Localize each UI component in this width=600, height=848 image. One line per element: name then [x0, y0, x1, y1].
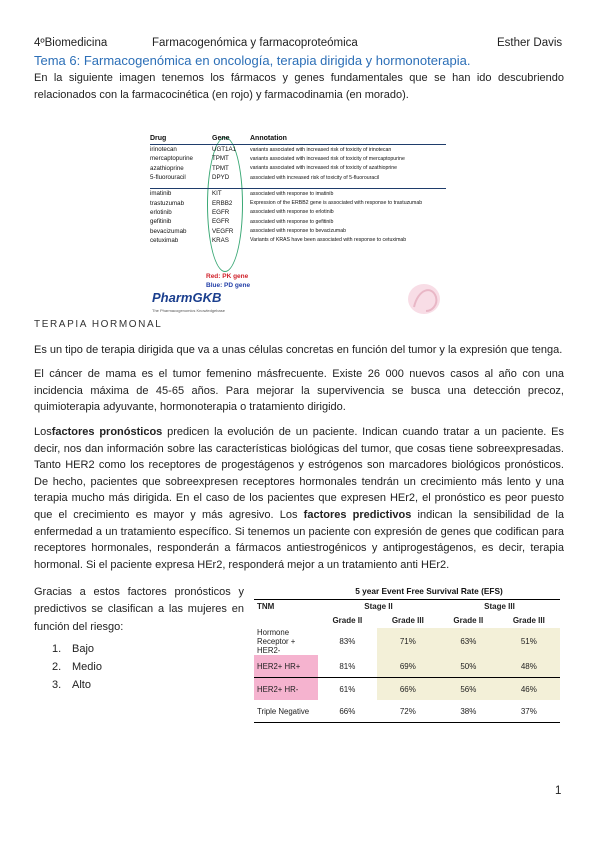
annotation-cell: variants associated with increased risk of toxicity of irinotecan	[250, 146, 392, 153]
annotation-cell: Expression of the ERBB2 gene is associated with response to trastuzumab	[250, 200, 423, 207]
gene-cell: ERBB2	[212, 199, 233, 207]
efs-row-label: Triple Negative	[254, 700, 318, 723]
p3-predictive-term: factores predictivos	[303, 508, 412, 521]
pharm-row	[150, 154, 446, 163]
gene-cell: TPMT	[212, 155, 229, 163]
drug-cell: imatinib	[150, 189, 212, 199]
col-annotation: Annotation	[250, 135, 446, 145]
drug-cell: bevacizumab	[150, 227, 187, 235]
risk-item-2: 2. Medio	[52, 661, 102, 673]
drug-cell: gefitinib	[150, 218, 172, 226]
efs-cell: 66%	[318, 700, 377, 723]
drug-cell: erlotinib	[150, 208, 172, 216]
efs-row	[254, 628, 560, 655]
efs-cell: 71%	[377, 628, 439, 655]
legend-pd: Blue: PD gene	[206, 281, 251, 289]
efs-stage-2: Stage II	[318, 600, 439, 614]
pharmgkb-figure	[148, 127, 448, 317]
efs-grade: Grade III	[512, 616, 545, 625]
drug-cell: 5-fluorouracil	[150, 174, 186, 182]
drug-cell: trastuzumab	[150, 199, 185, 207]
efs-row-label: Hormone Receptor + HER2-	[257, 628, 296, 655]
drug-cell: mercaptopurine	[150, 155, 193, 163]
pharm-row	[150, 226, 446, 235]
efs-row	[254, 700, 560, 723]
efs-row-label: HER2+ HR-	[254, 678, 318, 701]
gene-cell: DPYD	[212, 174, 230, 182]
efs-cell: 63%	[439, 628, 498, 655]
efs-cell: 81%	[339, 661, 356, 671]
intro-paragraph: En la siguiente imagen tenemos los fármacos y genes fundamentales que se han ido descubriendo relacionados con la farmacocinética (en rojo) y farmacodinamia (en morado).	[34, 72, 564, 101]
efs-cell: 38%	[439, 700, 498, 723]
annotation-cell: associated with response to bevacizumab	[250, 228, 347, 235]
gene-cell: VEGFR	[212, 227, 234, 235]
paragraph-3	[34, 424, 564, 573]
efs-title: 5 year Event Free Survival Rate (EFS)	[355, 586, 503, 596]
annotation-cell: Variants of KRAS have been associated with response to cetuximab	[250, 237, 407, 244]
drug-cell: cetuximab	[150, 236, 179, 244]
efs-cell: 56%	[439, 678, 498, 701]
efs-cell: 69%	[377, 655, 439, 678]
molecule-decoration-icon	[388, 277, 448, 317]
efs-row-label: HER2+ HR+	[254, 655, 318, 678]
p3-c: predicen la evolución de un paciente. Indican cuando tratar a un paciente. Es decir, nos dan información sobre las características biológicas del tumor, que cosas tiene sobreexpresadas. Tanto HER2 como los receptores de progestágenos y estrógenos son marcadores biológicos pronósticos. De hecho, pacientes que sobreexpresen receptores hormonales tendrán un crecimiento más lento y una terapia mucho más dirigida. En el caso de los pacientes que expresen HEr2, el pronóstico es peor puesto que el crecimiento es mayor y más agresivo. Los	[34, 426, 564, 521]
pharmgkb-logo-subtitle: The Pharmacogenomics Knowledgebase	[152, 308, 225, 313]
risk-item-1: 1. Bajo	[52, 643, 95, 655]
gene-cell: EGFR	[212, 208, 230, 216]
header-author: Esther Davis	[497, 37, 563, 49]
annotation-cell: variants associated with increased risk of toxicity of azathioprine	[250, 165, 398, 172]
pharm-row	[150, 173, 446, 182]
pharm-row	[150, 236, 446, 245]
gene-cell: EGFR	[212, 218, 230, 226]
annotation-cell: associated with response to gefitinib	[250, 218, 334, 225]
efs-cell: 61%	[318, 678, 377, 701]
header-subject: Farmacogenómica y farmacoproteómica	[152, 37, 358, 49]
col-gene: Gene	[212, 135, 250, 145]
pharm-table	[150, 135, 446, 245]
drug-cell: irinotecan	[150, 146, 177, 154]
pharm-row	[150, 189, 446, 199]
p3-pronostic-term: factores pronósticos	[51, 426, 163, 438]
header-course: 4ºBiomedicina	[34, 37, 108, 49]
page-title: Tema 6: Farmacogenómica en oncología, terapia dirigida y hormonoterapia.	[34, 53, 471, 68]
pharm-row	[150, 217, 446, 226]
paragraph-4: Gracias a estos factores pronósticos y predictivos se clasifican a las mujeres en función del riesgo:	[34, 586, 244, 633]
gene-cell: UGT1A1	[212, 146, 237, 154]
pharm-row	[150, 145, 446, 155]
efs-stage-3: Stage III	[439, 600, 560, 614]
gene-legend	[206, 273, 250, 290]
pharmgkb-logo: PharmGKB	[152, 290, 222, 305]
p3-a: Los	[34, 426, 52, 438]
page-number: 1	[555, 785, 562, 797]
efs-cell: 37%	[498, 700, 560, 723]
efs-cell: 51%	[498, 628, 560, 655]
annotation-cell: associated with response to imatinib	[250, 189, 446, 199]
efs-cell: 50%	[439, 655, 498, 678]
efs-cell: 46%	[498, 678, 560, 701]
efs-cell: 66%	[377, 678, 439, 701]
risk-item-3: 3. Alto	[52, 679, 91, 691]
annotation-cell: variants associated with increased risk of toxicity of mercaptopurine	[250, 155, 405, 162]
paragraph-2: El cáncer de mama es el tumor femenino másfrecuente. Existe 26 000 nuevos casos al año con una incidencia máxima de 45-65 años. Para mejorar la supervivencia se busca una detección precoz, quimioterapia adyuvante, hormonoterapia o tratamiento dirigido.	[34, 368, 564, 414]
pharm-row	[150, 198, 446, 207]
efs-grade: Grade III	[391, 616, 424, 625]
p3-d: indican la sensibilidad de la enfermedad a un tratamiento específico. Si tenemos un paciente con expresión de genes que codifican para receptores hormonales, responderán a fármacos antiestrogénicos y antiprogestágenos, es decir, terapia hormonal. Si el paciente expresa HEr2, responderá mejor a un tratamiento anti HEr2.	[34, 508, 564, 571]
gene-cell: KIT	[212, 189, 250, 199]
efs-row	[254, 655, 560, 678]
efs-cell: 48%	[498, 655, 560, 678]
efs-grade: Grade II	[453, 616, 484, 625]
col-drug: Drug	[150, 135, 212, 145]
efs-table	[254, 599, 560, 723]
efs-col-tnm: TNM	[254, 600, 318, 614]
efs-grade: Grade II	[332, 616, 363, 625]
paragraph-1: Es un tipo de terapia dirigida que va a unas células concretas en función del tumor y la expresión que tenga.	[34, 344, 563, 356]
gene-cell: KRAS	[212, 236, 229, 244]
gene-cell: TPMT	[212, 164, 229, 172]
pharm-row	[150, 208, 446, 217]
pharm-row	[150, 164, 446, 173]
annotation-cell: associated with response to erlotinib	[250, 209, 334, 216]
section-heading: TERAPIA HORMONAL	[34, 319, 163, 330]
legend-pk: Red: PK gene	[206, 273, 249, 280]
efs-row	[254, 678, 560, 701]
efs-cell: 83%	[339, 637, 356, 646]
efs-figure	[254, 586, 564, 742]
efs-cell: 72%	[377, 700, 439, 723]
drug-cell: azathioprine	[150, 164, 184, 172]
annotation-cell: associated with increased risk of toxicity of 5-fluorouracil	[250, 174, 380, 181]
